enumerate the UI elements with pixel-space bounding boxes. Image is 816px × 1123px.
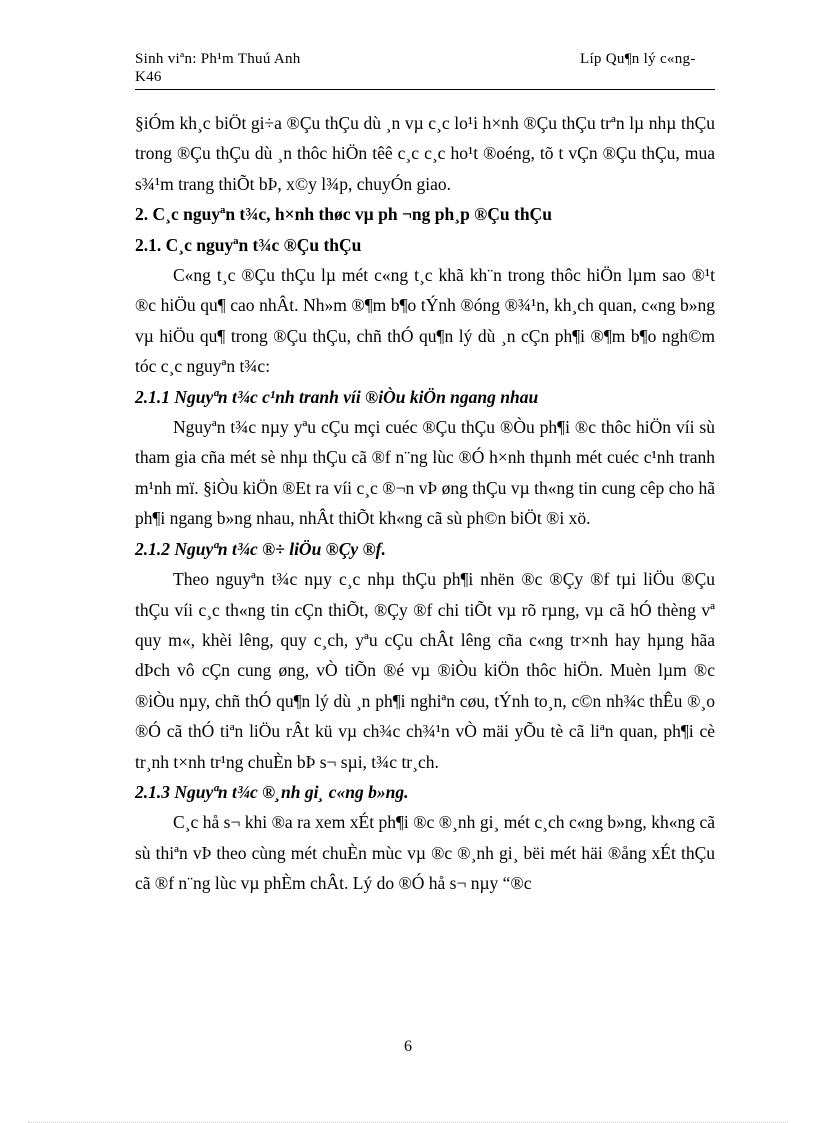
body-paragraph: C«ng t¸c ®Çu thÇu lµ mét c«ng t¸c khã kh¨n trong thôc hiÖn lµm sao ®¹t ®c hiÖu qu¶ cao nhÂt. Nh»m ®¶m b¶o tÝnh ®óng ®¾¹n, kh¸ch quan, c«ng b»ng vµ hiÖu qu¶ trong ®Çu thÇu, chñ thÓ qu¶n lý dù ¸n cÇn ph¶i ®¶m b¶o ngh©m tóc c¸c nguyªn t¾c: [135, 265, 715, 377]
principle-heading: 2.1.1 Nguyªn t¾c c¹nh tranh víi ®iÒu kiÖn ngang nhau [135, 386, 539, 407]
principle-heading: 2.1.3 Nguyªn t¾c ®¸nh gi¸ c«ng b»ng. [135, 781, 409, 802]
header-class-continuation: K46 [135, 69, 162, 85]
subsection-heading: 2.1. C¸c nguyªn t¾c ®Çu thÇu [135, 234, 362, 255]
body-paragraph: Nguyªn t¾c nµy yªu cÇu mçi cuéc ®Çu thÇu ®Òu ph¶i ®c thôc hiÖn víi sù tham gia cña mét sè nhµ thÇu cã ®f n¨ng lùc ®Ó h×nh thµnh mét cuéc c¹nh tranh m¹nh mï. §iÒu kiÖn ®Et ra víi c¸c ®¬n vÞ øng thÇu vµ th«ng tin cung cêp cho hã ph¶i ngang b»ng nhau, nhÂt thiÕt kh«ng cã sù ph©n biÖt ®i xö. [135, 417, 715, 529]
body-paragraph: C¸c hå s¬ khi ®a ra xem xÉt ph¶i ®c ®¸nh gi¸ mét c¸ch c«ng b»ng, kh«ng cã sù thiªn vÞ theo cùng mét chuÈn mùc vµ ®c ®¸nh gi¸ bëi mét häi ®ång xÉt thÇu cã ®f n¨ng lùc vµ phÈm chÂt. Lý do ®Ó hå s¬ nµy “®c [135, 812, 715, 894]
document-body [135, 108, 715, 899]
header-class-name: Líp Qu¶n lý c«ng- [580, 51, 696, 67]
page-number: 6 [404, 1038, 412, 1055]
section-heading: 2. C¸c nguyªn t¾c, h×nh thøc vµ ph ¬ng ph¸p ®Çu thÇu [135, 204, 552, 225]
header-divider [135, 89, 715, 90]
paragraph-continuation: §iÓm kh¸c biÖt gi÷a ®Çu thÇu dù ¸n vµ c¸c lo¹i h×nh ®Çu thÇu trªn lµ nhµ thÇu trong ®Çu thÇu dù ¸n thôc hiÖn têê c¸c c¸c ho¹t ®oéng, tõ t vÇn ®Çu thÇu, mua s¾¹m trang thiÕt bÞ, x©y l¾p, chuyÓn giao. [135, 113, 715, 194]
principle-heading: 2.1.2 Nguyªn t¾c ®÷ liÖu ®Çy ®f. [135, 538, 386, 559]
body-paragraph: Theo nguyªn t¾c nµy c¸c nhµ thÇu ph¶i nhën ®c ®Çy ®f tµi liÖu ®Çu thÇu víi c¸c th«ng tin cÇn thiÕt, ®Çy ®f chi tiÕt vµ rõ rµng, vµ cã hÓ thèng vª quy m«, khèi lêng, quy c¸ch, yªu cÇu chÂt lêng cña c«ng tr×nh hay hµng hãa dÞch vô cÇn cung øng, vÒ tiÕn ®é vµ ®iÒu kiÖn thôc hiÖn. Muèn lµm ®c ®iÒu nµy, chñ thÓ qu¶n lý dù ¸n ph¶i nghiªn cøu, tÝnh to¸n, c©n nh¾c thÊu ®¸o ®Ó cã thÓ tiªn liÖu rÂt kü vµ ch¾c ch¾¹n vÒ mäi yÕu tè cã liªn quan, ph¶i cè tr¸nh t×nh tr¹ng chuÈn bÞ s¬ sµi, t¾c tr¸ch. [135, 569, 715, 772]
header-student-name: Sinh viªn: Ph¹m Thuú Anh [135, 51, 301, 67]
